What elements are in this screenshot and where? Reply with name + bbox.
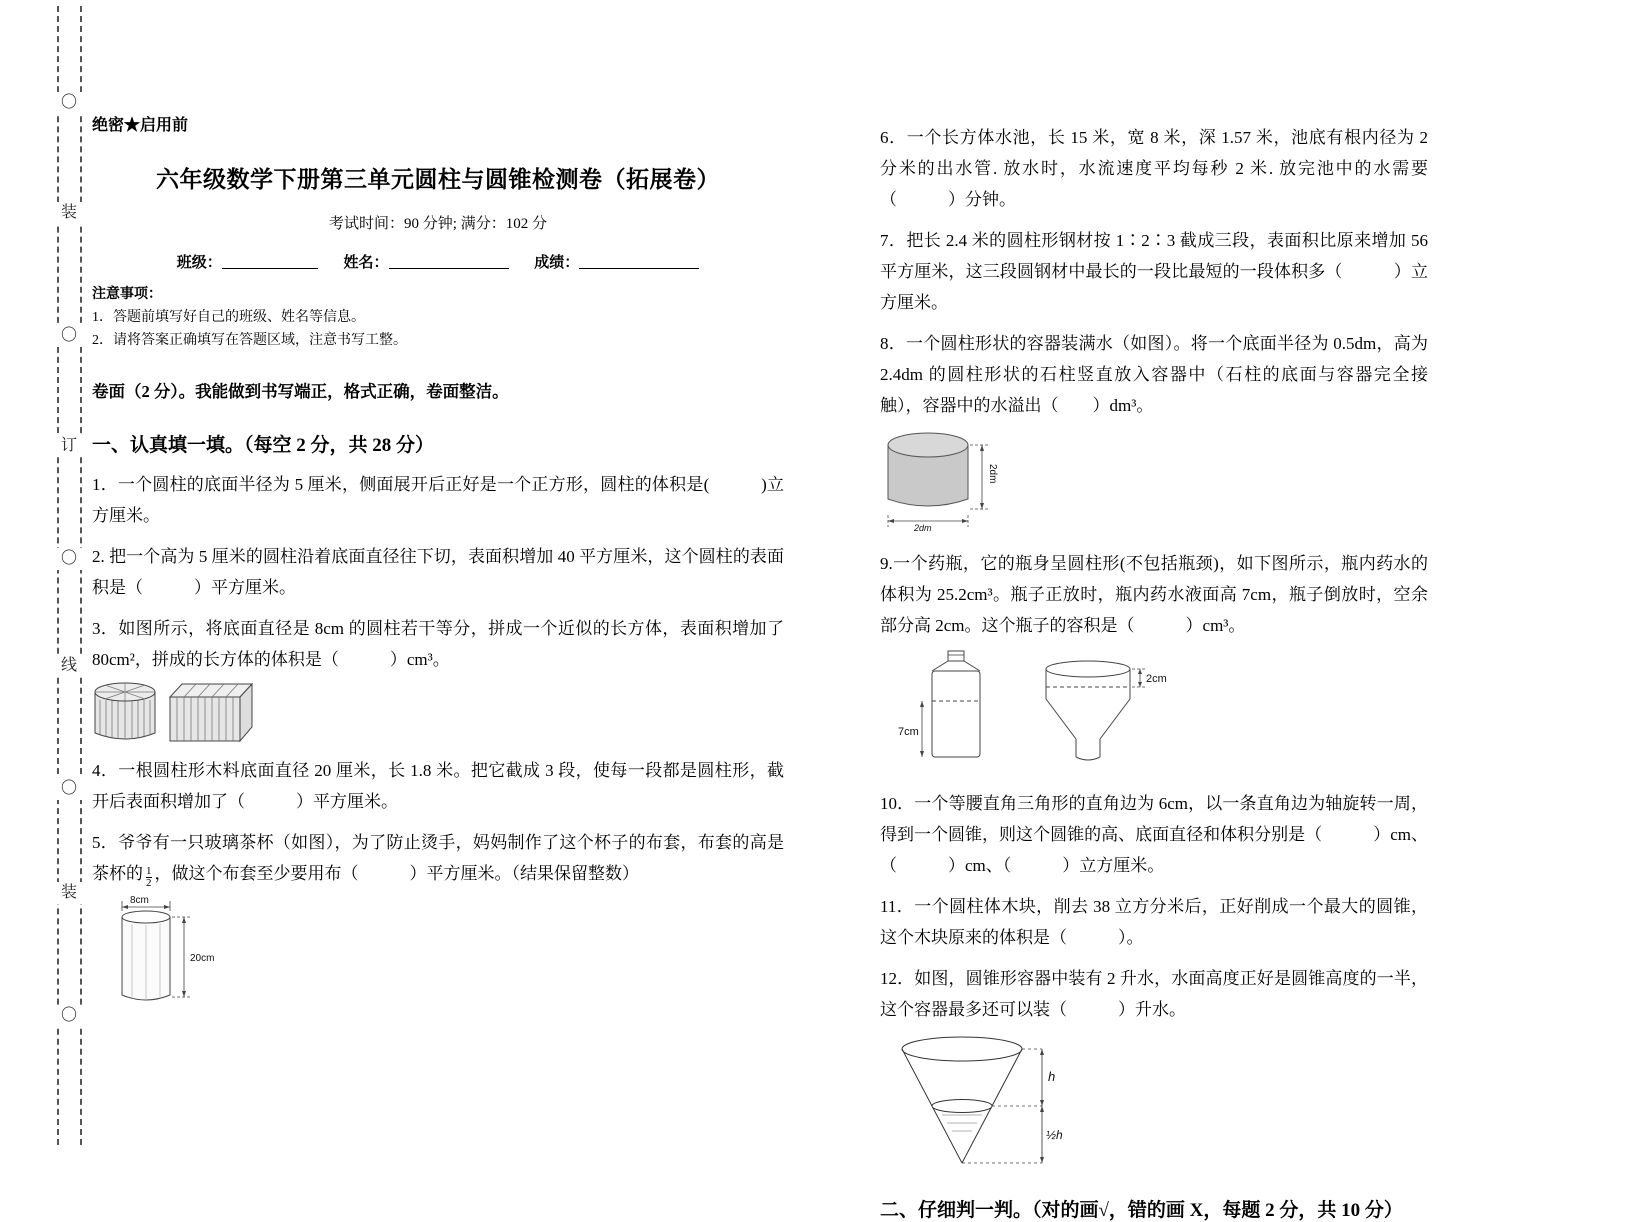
question-4: 4．一根圆柱形木料底面直径 20 厘米，长 1.8 米。把它截成 3 段，使每一段都是圆柱形，截开后表面积增加了（ ）平方厘米。 — [92, 761, 784, 811]
figure-q9 — [898, 647, 1428, 778]
question-10: 10．一个等腰直角三角形的直角边为 6cm，以一条直角边为轴旋转一周，得到一个圆锥，则这个圆锥的高、底面直径和体积分别是（ ）cm、（ ）cm、（ ）立方厘米。 — [880, 794, 1428, 875]
figure-q3 — [92, 681, 784, 745]
paper-neatness-note: 卷面（2 分）。我能做到书写端正，格式正确，卷面整洁。 — [92, 382, 509, 401]
medicine-bottles-figure — [898, 647, 1188, 773]
left-column — [92, 0, 784, 1018]
cone-full-height-label: h — [1048, 1069, 1056, 1084]
secret-label: 绝密★启用前 — [92, 117, 189, 134]
cylinder-height-label: 2dm — [987, 464, 998, 484]
name-label: 姓名： — [343, 255, 389, 271]
water-cylinder-figure — [880, 427, 1030, 533]
question-11: 11．一个圆柱体木块，削去 38 立方分米后，正好削成一个最大的圆锥，这个木块原来的体积是（ ）。 — [880, 897, 1428, 947]
exam-meta: 考试时间：90 分钟; 满分：102 分 — [329, 216, 547, 232]
fraction-one-half: $\frac{1}{2}$ — [146, 865, 152, 889]
cup-height-label: 20cm — [190, 953, 215, 964]
student-info-row — [92, 251, 784, 272]
class-label: 班级： — [176, 255, 222, 271]
binding-symbol: 装 — [54, 882, 84, 904]
figure-q12 — [880, 1031, 1428, 1181]
question-7: 7．把长 2.4 米的圆柱形钢材按 1∶2∶3 截成三段，表面积比原来增加 56 平方厘米，这三段圆钢材中最长的一段比最短的一段体积多（ ）立方厘米。 — [880, 231, 1428, 312]
empty-height-label: 2cm — [1146, 673, 1167, 685]
question-5-text-a: 5．爷爷有一只玻璃茶杯（如图），为了防止烫手，妈妈制作了这个杯子的布套，布套的高是茶杯的 — [92, 833, 784, 883]
question-9: 9.一个药瓶，它的瓶身呈圆柱形(不包括瓶颈)，如下图所示，瓶内药水的体积为 25.2cm³。瓶子正放时，瓶内药水液面高 7cm，瓶子倒放时，空余部分高 2cm。这个瓶子的容积是（ ）cm³。 — [880, 554, 1428, 635]
section-1-title: 一、认真填一填。（每空 2 分，共 28 分） — [92, 435, 435, 456]
figure-q8 — [880, 427, 1428, 538]
binding-symbol: 装 — [54, 202, 84, 224]
assembled-prism-figure — [170, 681, 254, 745]
binding-symbol: 〇 — [54, 778, 84, 800]
question-1: 1．一个圆柱的底面半径为 5 厘米，侧面展开后正好是一个正方形，圆柱的体积是( )立方厘米。 — [92, 475, 784, 525]
page-title: 六年级数学下册第三单元圆柱与圆锥检测卷（拓展卷） — [156, 167, 720, 192]
name-blank — [389, 254, 509, 269]
question-5-text-b: ，做这个布套至少要用布（ ）平方厘米。（结果保留整数） — [154, 864, 639, 883]
figure-q5 — [92, 895, 784, 1018]
question-2: 2. 把一个高为 5 厘米的圆柱沿着底面直径往下切，表面积增加 40 平方厘米，这个圆柱的表面积是（ ）平方厘米。 — [92, 547, 784, 597]
binding-symbol: 〇 — [54, 1005, 84, 1027]
score-blank — [579, 254, 699, 269]
cone-half-height-label: ½h — [1046, 1128, 1063, 1142]
notice-title: 注意事项： — [92, 287, 162, 302]
notice-item: 1．答题前填写好自己的班级、姓名等信息。 — [92, 310, 365, 325]
binding-symbol: 线 — [54, 655, 84, 677]
binding-symbol: 订 — [54, 435, 84, 457]
binding-dashed-line-right — [80, 6, 82, 1145]
section-2-title: 二、仔细判一判。（对的画√，错的画 X，每题 2 分，共 10 分） — [880, 1200, 1403, 1221]
score-label: 成绩： — [534, 255, 580, 271]
notice-block — [92, 284, 784, 352]
question-8: 8．一个圆柱形状的容器装满水（如图）。将一个底面半径为 0.5dm，高为 2.4dm 的圆柱形状的石柱竖直放入容器中（石柱的底面与容器完全接触），容器中的水溢出（ ）dm³。 — [880, 334, 1428, 415]
class-blank — [222, 254, 318, 269]
binding-symbol: 〇 — [54, 548, 84, 570]
right-column — [880, 0, 1428, 1222]
binding-symbol: 〇 — [54, 325, 84, 347]
question-3: 3．如图所示，将底面直径是 8cm 的圆柱若干等分，拼成一个近似的长方体，表面积增加了 80cm²，拼成的长方体的体积是（ ）cm³。 — [92, 619, 784, 669]
question-12: 12．如图，圆锥形容器中装有 2 升水，水面高度正好是圆锥高度的一半，这个容器最多还可以装（ ）升水。 — [880, 969, 1428, 1019]
binding-symbol: 〇 — [54, 92, 84, 114]
cup-diameter-label: 8cm — [130, 895, 149, 906]
binding-dashed-line-left — [57, 6, 59, 1145]
glass-cup-figure — [92, 895, 242, 1013]
segmented-cylinder-figure — [92, 681, 158, 745]
cylinder-diameter-label: 2dm — [914, 523, 932, 533]
question-6: 6．一个长方体水池，长 15 米，宽 8 米，深 1.57 米，池底有根内径为 2 分米的出水管. 放水时，水流速度平均每秒 2 米. 放完池中的水需要（ ）分钟。 — [880, 128, 1428, 209]
cone-container-figure — [880, 1031, 1090, 1176]
notice-item: 2．请将答案正确填写在答题区域，注意书写工整。 — [92, 333, 407, 348]
liquid-height-label: 7cm — [898, 726, 919, 738]
question-5 — [92, 827, 784, 889]
